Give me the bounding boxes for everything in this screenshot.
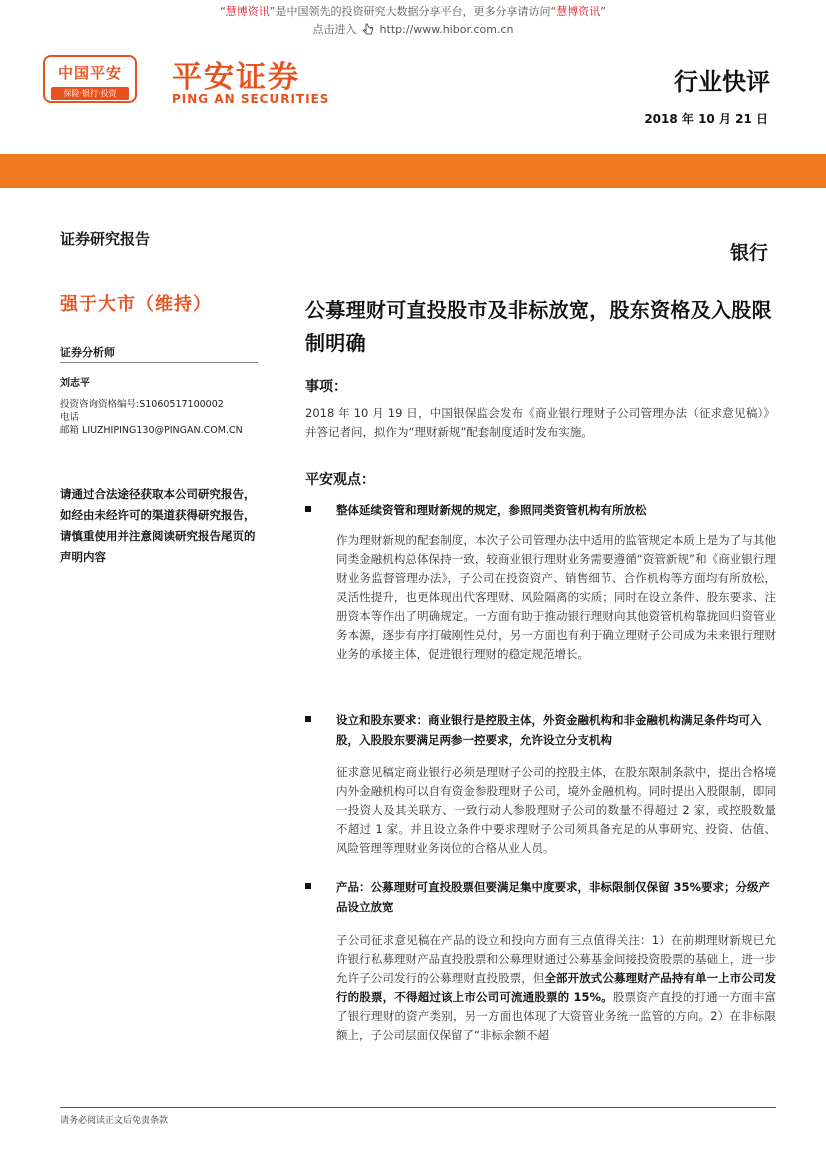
page-title: 公募理财可直投股市及非标放宽，股东资格及入股限制明确: [305, 298, 772, 355]
footer-divider: [60, 1107, 776, 1108]
brand-name-cn: 平安证券: [172, 60, 300, 95]
report-date: 2018 年 10 月 21 日: [644, 112, 768, 126]
square-bullet-icon: [305, 506, 311, 512]
point-1-title: 整体延续资管和理财新规的规定，参照同类资管机构有所放松: [336, 503, 647, 517]
point-1-body: 作为理财新规的配套制度，本次子公司管理办法中适用的监管规定本质上是为了与其他同类金融机构总体保持一致，较商业银行理财业务需要遵循“资管新规”和《商业银行理财业务监督管理办法》，子公司在投资资产、销售细节、合作机构等方面均有所放松，灵活性提升，也更体现出代客理财、风险隔离的实质；同时在设立条件、股东要求、注册资本等作出了明确规定。一方面有助于推动银行理财向其他资管机构靠拢回归资管业务本源，逐步有序打破刚性兑付，另一方面也有利于确立理财子公司成为未来银行理财业务的承接主体，促进银行理财的稳定规范增长。: [336, 533, 776, 661]
report-series: 证券研究报告: [60, 230, 151, 248]
watermark-brand-2: “慧博资讯”: [550, 5, 606, 18]
point-2-title: 设立和股东要求：商业银行是控股主体，外资金融机构和非金融机构满足条件均可入股，入股股东要满足两参一控要求，允许设立分支机构: [336, 713, 762, 747]
point-2-body: 征求意见稿定商业银行必须是理财子公司的控股主体，在股东限制条款中，提出合格境内外金融机构可以自有资金参股理财子公司，境外金融机构。同时提出入股限制，即同一投资人及其关联方、一致行动人参股理财子公司的数量不得超过 2 家，或控股数量不超过 1 家。并且设立条件中要求理财子公司须具备充足的从事研究、投资、估值、风险管理等理财业务岗位的合格从业人员。: [336, 765, 776, 855]
logo-sub-text: 保险·银行·投资: [51, 87, 129, 100]
pingan-group-logo: [43, 55, 137, 103]
watermark-banner: [0, 4, 826, 37]
analyst-heading: 证券分析师: [60, 346, 115, 359]
watermark-text: 是中国领先的投资研究大数据分享平台，更多分享请访问: [275, 5, 551, 18]
watermark-line1: [0, 4, 826, 19]
point-3-body-bold: 全部开放式公募理财产品持有单一上市公司发行的股票，不得超过该上市公司可流通股票的 15%。: [336, 971, 777, 1004]
point-3-title: 产品：公募理财可直投股票但要满足集中度要求，非标限制仅保留 35%要求；分级产品设立放宽: [336, 880, 771, 914]
point-3-body: [336, 931, 776, 1045]
header-orange-band: [0, 154, 826, 188]
watermark-brand: “慧博资讯”: [220, 5, 276, 18]
event-text: 2018 年 10 月 19 日，中国银保监会发布《商业银行理财子公司管理办法（征求意见稿）》并答记者问，拟作为“理财新规”配套制度适时发布实施。: [305, 406, 775, 439]
point-3-body-b: 股票资产直投的打通一方面丰富了银行理财的资产类别，另一方面也体现了大资管业务统一监管的方向。2）在非标限额上，子公司层面仅保留了“非标余额不超: [336, 990, 776, 1042]
analyst-phone: 电话: [60, 412, 80, 423]
square-bullet-icon: [305, 883, 311, 889]
logo-cn-text: 中国平安: [57, 64, 122, 82]
analyst-contact: [60, 398, 243, 437]
industry-label: 银行: [729, 242, 768, 264]
watermark-click-text[interactable]: 点击进入: [312, 23, 357, 36]
analyst-email: 邮箱 LIUZHIPING130@PINGAN.COM.CN: [60, 425, 243, 436]
brand-name-en: PING AN SECURITIES: [172, 92, 330, 106]
square-bullet-icon: [305, 716, 311, 722]
usage-disclaimer: 请通过合法途径获取本公司研究报告，如经由未经许可的渠道获得研究报告，请慎重使用并注意阅读研究报告尾页的声明内容: [60, 487, 256, 564]
footer-disclaimer: 请务必阅读正文后免责条款: [60, 1116, 169, 1126]
rating-label: 强于大市（维持）: [60, 294, 212, 315]
watermark-line2[interactable]: [0, 22, 826, 37]
point-3-body-a: 子公司征求意见稿在产品的设立和投向方面有三点值得关注：1）在前期理财新规已允许银行私募理财产品直投股票和公募理财通过公募基金间接投资股票的基础上，进一步允许子公司发行的公募理财直投股票，但: [336, 933, 776, 985]
view-heading: 平安观点：: [305, 472, 375, 488]
hand-cursor-icon: [362, 23, 374, 35]
analyst-license: 投资咨询资格编号:S1060517100002: [60, 399, 224, 410]
analyst-divider: [60, 362, 258, 363]
report-type: 行业快评: [674, 68, 770, 96]
analyst-name: 刘志平: [60, 378, 90, 389]
event-heading: 事项：: [305, 379, 347, 395]
watermark-url-link[interactable]: http://www.hibor.com.cn: [379, 23, 514, 36]
